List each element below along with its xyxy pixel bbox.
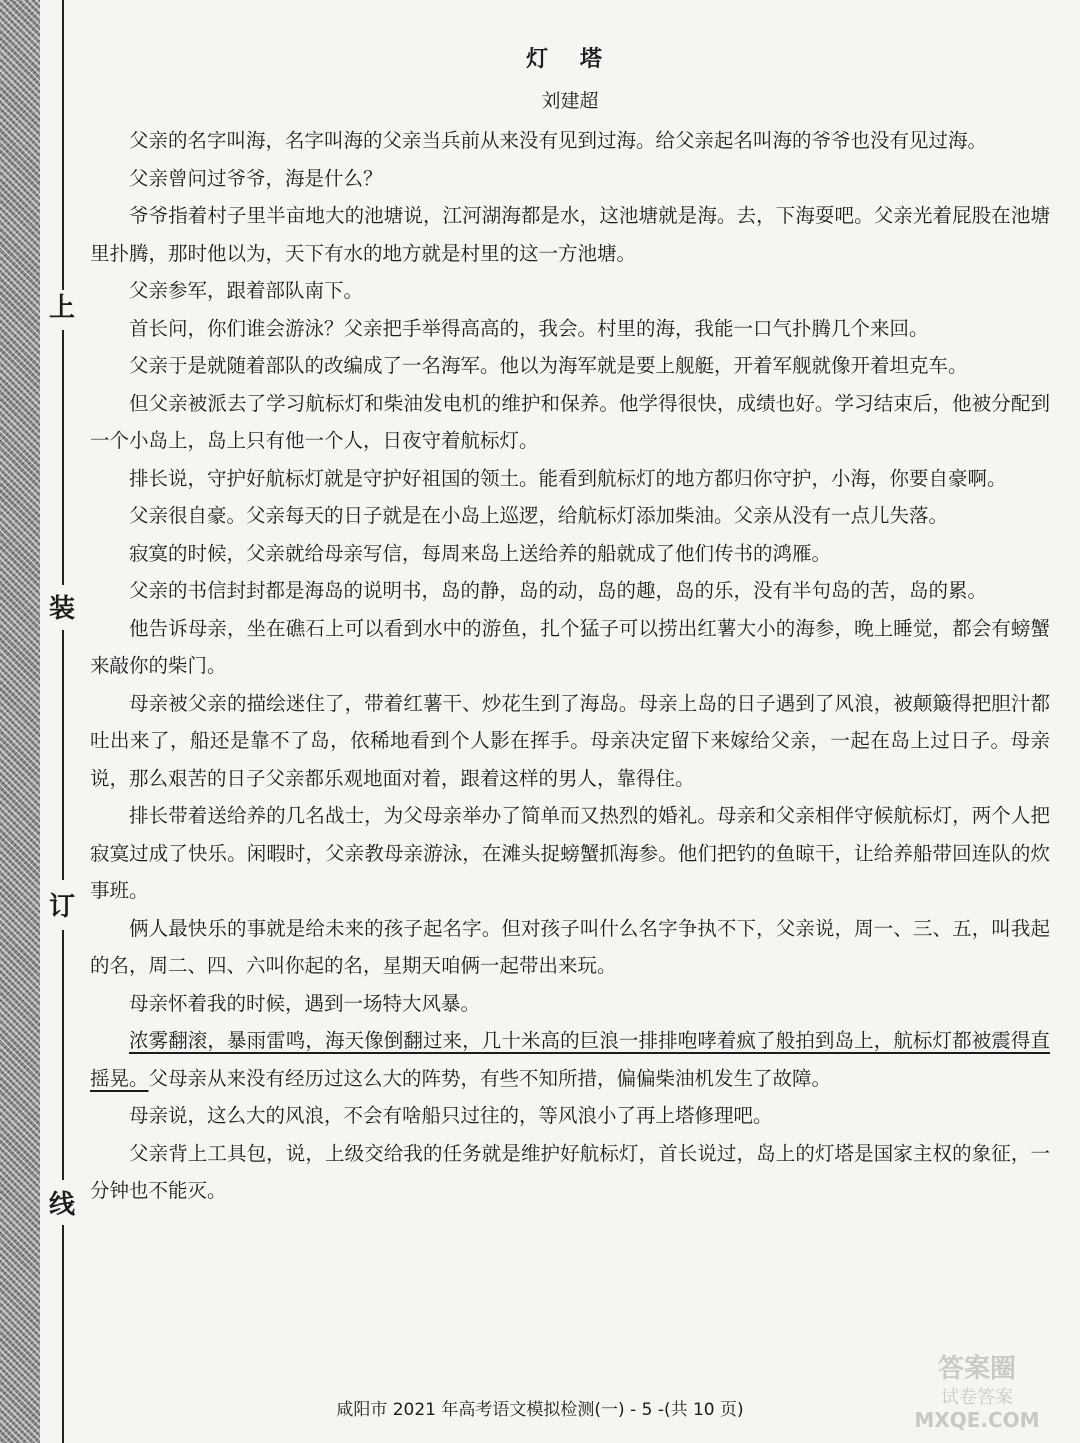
paragraph: 父亲于是就随着部队的改编成了一名海军。他以为海军就是要上舰艇，开着军舰就像开着坦克车。: [129, 354, 968, 377]
binding-line-segment: [62, 930, 64, 1180]
binding-line-segment: [62, 0, 64, 290]
page-footer: 咸阳市 2021 年高考语文模拟检测(一) - 5 -(共 10 页): [336, 1400, 744, 1420]
paragraph: 他告诉母亲，坐在礁石上可以看到水中的游鱼，扎个猛子可以捞出红薯大小的海参，晚上睡觉，都会有螃蟹来敲你的柴门。: [90, 616, 1050, 677]
paragraph: 父亲背上工具包，说，上级交给我的任务就是维护好航标灯，首长说过，岛上的灯塔是国家主权的象征，一分钟也不能灭。: [90, 1141, 1050, 1202]
binding-char-shang: 上: [46, 291, 78, 325]
paragraph-with-underline: [90, 1022, 1050, 1097]
watermark-line1: 答案圈: [937, 1354, 1017, 1384]
paragraph: 但父亲被派去了学习航标灯和柴油发电机的维护和保养。他学得很快，成绩也好。学习结束后，他被分配到一个小岛上，岛上只有他一个人，日夜守着航标灯。: [90, 391, 1050, 452]
binding-char-zhuang: 装: [46, 592, 78, 626]
paragraph: 父亲的书信封封都是海岛的说明书，岛的静，岛的动，岛的趣，岛的乐，没有半句岛的苦，岛的累。: [129, 579, 988, 602]
watermark-line2: 试卷答案: [941, 1387, 1013, 1408]
watermark-logo: [892, 1345, 1062, 1435]
binding-char-ding: 订: [46, 890, 78, 924]
binding-line-segment: [62, 330, 64, 585]
paragraph: 排长说，守护好航标灯就是守护好祖国的领土。能看到航标灯的地方都归你守护，小海，你要自豪啊。: [129, 466, 1007, 490]
article-title: 灯 塔: [526, 47, 614, 72]
paragraph: 爷爷指着村子里半亩地大的池塘说，江河湖海都是水，这池塘就是海。去，下海耍吧。父亲光着屁股在池塘里扑腾，那时他以为，天下有水的地方就是村里的这一方池塘。: [90, 204, 1050, 265]
paragraph: 母亲被父亲的描绘迷住了，带着红薯干、炒花生到了海岛。母亲上岛的日子遇到了风浪，被颠簸得把胆汁都吐出来了，船还是靠不了岛，依稀地看到个人影在挥手。母亲决定留下来嫁给父亲，一起在岛上过日子。母亲说，那么艰苦的日子父亲都乐观地面对着，跟着这样的男人，靠得住。: [90, 691, 1050, 790]
paragraph: 母亲说，这么大的风浪，不会有啥船只过往的，等风浪小了再上塔修理吧。: [129, 1104, 773, 1127]
paragraph: 父亲的名字叫海，名字叫海的父亲当兵前从来没有见到过海。给父亲起名叫海的爷爷也没有见过海。: [129, 129, 988, 152]
underlined-passage: 浓雾翻滚，暴雨雷鸣，海天像倒翻过来，几十米高的巨浪一排排咆哮着疯了般拍到岛上，航标灯都被震得直摇晃。: [90, 1029, 1050, 1090]
paragraph: 父亲曾问过爷爷，海是什么？: [129, 166, 383, 190]
paragraph: 母亲怀着我的时候，遇到一场特大风暴。: [129, 991, 481, 1015]
binding-margin-pattern: [0, 0, 40, 1443]
paragraph: 寂寞的时候，父亲就给母亲写信，每周来岛上送给养的船就成了他们传书的鸿雁。: [129, 541, 832, 565]
article-author: 刘建超: [541, 90, 599, 112]
binding-line-segment: [62, 630, 64, 880]
watermark-line3: MXQE.COM: [914, 1408, 1040, 1432]
paragraph: 首长问，你们谁会游泳？父亲把手举得高高的，我会。村里的海，我能一口气扑腾几个来回。: [129, 316, 929, 340]
paragraph: 俩人最快乐的事就是给未来的孩子起名字。但对孩子叫什么名字争执不下，父亲说，周一、三、五，叫我起的名，周二、四、六叫你起的名，星期天咱俩一起带出来玩。: [90, 916, 1050, 977]
paragraph-continuation: 父母亲从来没有经历过这么大的阵势，有些不知所措，偏偏柴油机发生了故障。: [148, 1066, 832, 1090]
paragraph: 排长带着送给养的几名战士，为父母亲举办了简单而又热烈的婚礼。母亲和父亲相伴守候航标灯，两个人把寂寞过成了快乐。闲暇时，父亲教母亲游泳，在滩头捉螃蟹抓海参。他们把钓的鱼晾干，让给养船带回连队的炊事班。: [90, 804, 1050, 902]
paragraph: 父亲参军，跟着部队南下。: [129, 279, 364, 302]
article: [90, 40, 1050, 1210]
binding-char-xian: 线: [46, 1188, 78, 1222]
paragraph: 父亲很自豪。父亲每天的日子就是在小岛上巡逻，给航标灯添加柴油。父亲从没有一点儿失落。: [129, 504, 949, 527]
